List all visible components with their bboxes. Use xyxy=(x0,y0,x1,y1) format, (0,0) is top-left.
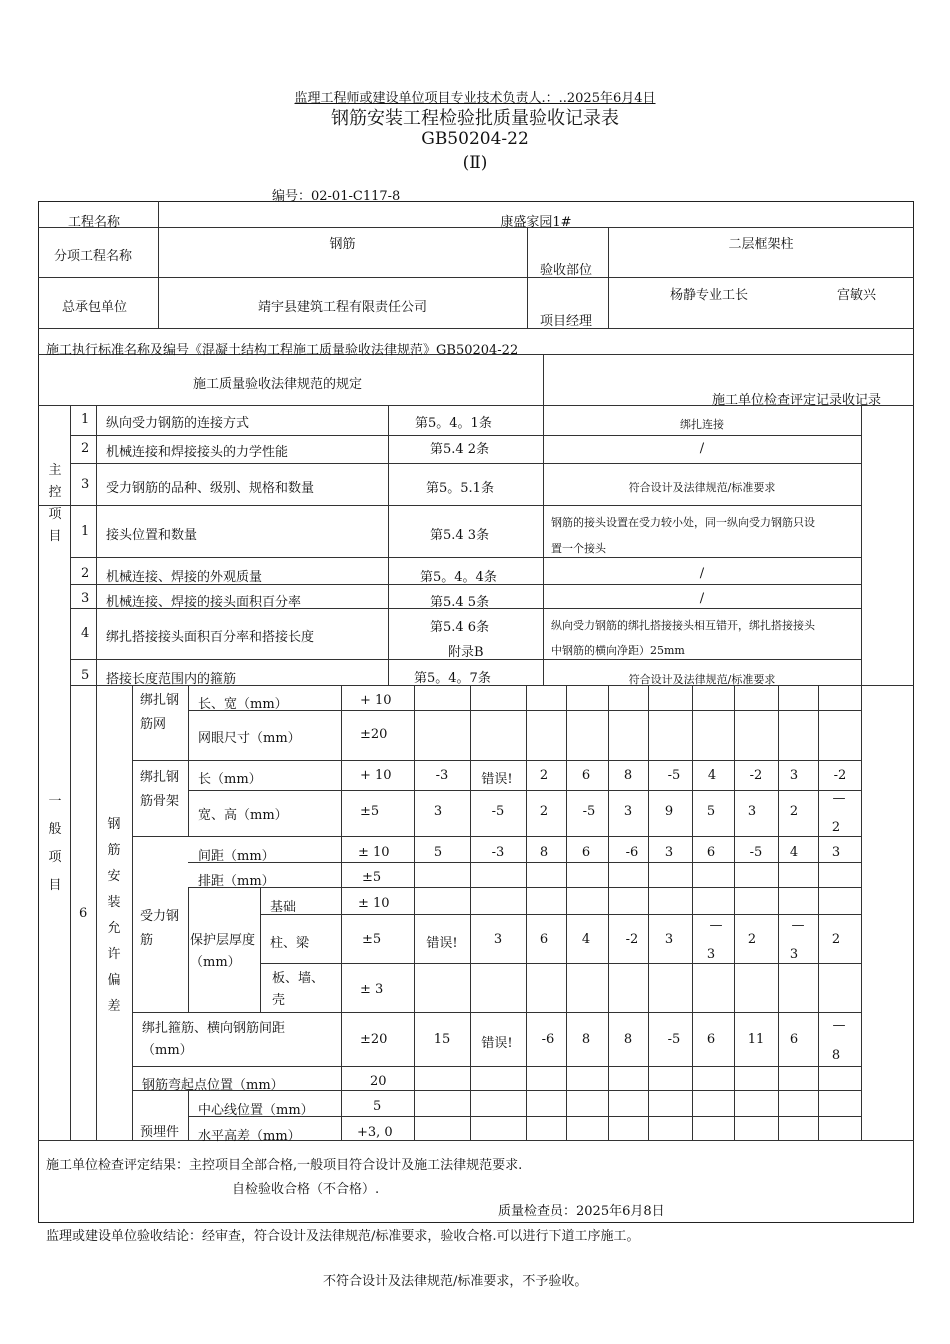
frame-l-val: 2 xyxy=(539,768,549,783)
frame-wh-val: 3 xyxy=(433,804,443,819)
inspector: 质量检查员：2025年6月8日 xyxy=(498,1204,665,1219)
row-mesh-lw: 长、宽（mm） xyxy=(198,697,288,712)
mc1-name: 纵向受力钢筋的连接方式 xyxy=(106,416,250,431)
frame-wh-val: 3 xyxy=(747,804,757,819)
cover-col-val: -2 xyxy=(625,932,639,947)
mc3-name: 受力钢筋的品种、级别、规格和数量 xyxy=(106,481,315,496)
group-embed: 预埋件 xyxy=(140,1125,180,1140)
g2-no: 2 xyxy=(81,566,90,581)
g3-clause: 第5.4 5条 xyxy=(430,595,490,610)
pm-people: 杨静专业工长 xyxy=(670,288,749,303)
sub-project-value: 钢筋 xyxy=(329,237,356,252)
frame-wh-val: 2 xyxy=(789,804,799,819)
cover-col-dash: — xyxy=(709,918,723,933)
stirrup-val: 8 xyxy=(581,1032,591,1047)
tol-embed-level: +3, 0 xyxy=(357,1125,393,1140)
g1-clause: 第5.4 3条 xyxy=(430,528,490,543)
row-mesh-size: 网眼尺寸（mm） xyxy=(198,731,301,746)
cover-col-val: 3 xyxy=(493,932,503,947)
frame-wh-val: 2 xyxy=(539,804,549,819)
frame-l-val: 8 xyxy=(623,768,633,783)
mc3-result: 符合设计及法律规范/标准要求 xyxy=(628,481,776,494)
frame-l-val: -5 xyxy=(667,768,681,783)
frame-wh-val: 9 xyxy=(664,804,674,819)
g4-clause: 第5.4 6条 xyxy=(430,620,490,635)
page-title: 钢筋安装工程检验批质量验收记录表 xyxy=(331,108,619,129)
project-name: 康盛家园1# xyxy=(500,215,572,230)
spacing-val: 4 xyxy=(789,845,799,860)
check-result: 施工单位检查评定结果：主控项目全部合格,一般项目符合设计及施工法律规范要求. xyxy=(46,1158,523,1173)
check-header: 施工单位检查评定记录收记录 xyxy=(712,393,882,408)
mc2-no: 2 xyxy=(81,441,90,456)
g5-name: 搭接长度范围内的箍筋 xyxy=(106,672,237,687)
frame-l-val: 错误! xyxy=(481,772,513,787)
rule-header: 施工质量验收法律规范的规定 xyxy=(193,377,363,392)
dept-label: 验收部位 xyxy=(540,263,593,278)
tol-embed-center: 5 xyxy=(373,1099,382,1114)
tol-cover-slab: ± 3 xyxy=(360,982,384,997)
stirrup-val: -6 xyxy=(541,1032,555,1047)
frame-l-val: -3 xyxy=(435,768,449,783)
frame-l-val: 4 xyxy=(707,768,717,783)
mc2-result: / xyxy=(699,441,705,456)
row-embed-center: 中心线位置（mm） xyxy=(198,1103,314,1118)
mc3-clause: 第5。5.1条 xyxy=(426,481,494,496)
mc3-no: 3 xyxy=(81,477,90,492)
frame-l-val: -2 xyxy=(833,768,847,783)
group-frame: 绑扎钢筋骨架 xyxy=(140,770,180,809)
row-embed-level: 水平高差（mm） xyxy=(198,1129,301,1144)
cover-col-dash: — xyxy=(791,918,805,933)
g3-no: 3 xyxy=(81,591,90,606)
group-mesh: 绑扎钢筋网 xyxy=(140,693,180,732)
spacing-val: 8 xyxy=(539,845,549,860)
cover-col-val: 4 xyxy=(581,932,591,947)
pm-label: 项目经理 xyxy=(540,314,593,329)
frame-l-val: 3 xyxy=(789,768,799,783)
row-cover-base: 基础 xyxy=(270,900,297,915)
tol-bend: 20 xyxy=(370,1074,387,1089)
main-control-label: 主控项目 xyxy=(48,463,62,544)
tol-cover-base: ± 10 xyxy=(358,896,390,911)
stirrup-val: 11 xyxy=(747,1032,765,1047)
g2-clause: 第5。4。4条 xyxy=(420,570,497,585)
g4-clause2: 附录B xyxy=(448,645,484,660)
g1-no: 1 xyxy=(81,524,90,539)
spacing-val: 6 xyxy=(706,845,716,860)
dept-value: 二层框架柱 xyxy=(728,237,794,252)
tol-stirrup: ±20 xyxy=(360,1032,388,1047)
contractor-value: 靖宇县建筑工程有限责任公司 xyxy=(257,300,427,315)
stirrup-val: 15 xyxy=(433,1032,451,1047)
mc1-clause: 第5。4。1条 xyxy=(415,416,492,431)
spacing-val: 6 xyxy=(581,845,591,860)
item6-no: 6 xyxy=(79,906,88,921)
sub-project-label: 分项工程名称 xyxy=(54,249,133,264)
g4-name: 绑扎搭接接头面积百分率和搭接长度 xyxy=(106,630,315,645)
g4-no: 4 xyxy=(81,626,90,641)
doc-number: 编号：02-01-C117-8 xyxy=(272,189,401,204)
tol-row-space: ±5 xyxy=(362,870,382,885)
stirrup-val: -5 xyxy=(667,1032,681,1047)
frame-l-val: 6 xyxy=(581,768,591,783)
stirrup-val: 8 xyxy=(623,1032,633,1047)
g1-name: 接头位置和数量 xyxy=(106,528,198,543)
tol-mesh-size: ±20 xyxy=(360,727,388,742)
cover-col-val: 6 xyxy=(539,932,549,947)
tol-cover-col: ±5 xyxy=(362,932,382,947)
g5-result: 符合设计及法律规范/标准要求 xyxy=(628,673,776,686)
spacing-val: -3 xyxy=(491,845,505,860)
cover-col-d2: 3 xyxy=(789,947,799,962)
spacing-val: 3 xyxy=(664,845,674,860)
row-frame-l: 长（mm） xyxy=(198,772,262,787)
spacing-val: -6 xyxy=(625,845,639,860)
frame-wh-val: -5 xyxy=(491,804,505,819)
tol-spacing: ± 10 xyxy=(358,845,390,860)
g4-result-line1: 纵向受力钢筋的绑扎搭接接头相互错开，绑扎搭接接头 xyxy=(551,619,815,632)
group-main-bar: 受力钢筋 xyxy=(140,909,180,948)
mc2-name: 机械连接和焊接接头的力学性能 xyxy=(106,445,289,460)
frame-wh-last: 2 xyxy=(831,820,841,835)
reject-note: 不符合设计及法律规范/标准要求，不予验收。 xyxy=(323,1274,588,1289)
self-check: 自检验收合格（不合格）. xyxy=(232,1182,380,1197)
project-name-label: 工程名称 xyxy=(68,215,121,230)
row-stirrup: 绑扎箍筋、横向钢筋间距（mm） xyxy=(142,1021,286,1058)
cover-col-val: 错误! xyxy=(426,936,458,951)
cover-col-val: 2 xyxy=(747,932,757,947)
g1-result-line1: 钢筋的接头设置在受力较小处，同一纵向受力钢筋只设 xyxy=(551,516,815,529)
tol-frame-l: + 10 xyxy=(360,768,392,783)
g5-no: 5 xyxy=(81,668,90,683)
stirrup-dash: — xyxy=(832,1018,846,1033)
item6-label: 钢筋安装允许偏差 xyxy=(107,817,121,1014)
row-cover-slab: 板、墙、壳 xyxy=(272,971,325,1008)
g2-name: 机械连接、焊接的外观质量 xyxy=(106,570,263,585)
stirrup-val: 6 xyxy=(789,1032,799,1047)
spacing-val: -5 xyxy=(749,845,763,860)
g4-result-line2: 中钢筋的横向净距）25mm xyxy=(551,644,685,657)
row-spacing: 间距（mm） xyxy=(198,849,275,864)
cover-col-val: 3 xyxy=(664,932,674,947)
general-label: 一般项目 xyxy=(48,794,62,893)
cover-col-val: 2 xyxy=(831,932,841,947)
frame-wh-val: 5 xyxy=(706,804,716,819)
row-frame-wh: 宽、高（mm） xyxy=(198,808,288,823)
standard-code: GB50204-22 xyxy=(421,129,529,149)
stirrup-val: 错误! xyxy=(481,1036,513,1051)
spacing-val: 5 xyxy=(433,845,443,860)
pm-name: 宫敏兴 xyxy=(837,288,877,303)
mc2-clause: 第5.4 2条 xyxy=(430,442,490,457)
supervisor-conclusion: 监理或建设单位验收结论：经审查，符合设计及法律规范/标准要求，验收合格.可以进行下道工序施工。 xyxy=(46,1229,640,1244)
standard-line: 施工执行标准名称及编号《混凝土结构工程施工质量验收法律规范》GB50204-22 xyxy=(46,343,519,358)
g5-clause: 第5。4。7条 xyxy=(414,671,491,686)
signature-line: 监理工程师或建设单位项目专业技术负责人.：..2025年6月4日 xyxy=(294,91,656,106)
g1-result-line2: 置一个接头 xyxy=(551,542,606,555)
group-cover: 保护层厚度（mm） xyxy=(190,933,256,970)
part-label: (Ⅱ) xyxy=(462,153,488,173)
frame-wh-dash: — xyxy=(832,791,846,806)
row-bend: 钢筋弯起点位置（mm） xyxy=(142,1078,284,1093)
g2-result: / xyxy=(699,566,705,581)
tol-frame-wh: ±5 xyxy=(360,804,380,819)
g3-name: 机械连接、焊接的接头面积百分率 xyxy=(106,595,302,610)
stirrup-val: 6 xyxy=(706,1032,716,1047)
mc1-no: 1 xyxy=(81,412,90,427)
mc1-result: 绑扎连接 xyxy=(680,418,724,431)
frame-l-val: -2 xyxy=(749,768,763,783)
contractor-label: 总承包单位 xyxy=(62,300,128,315)
row-row-space: 排距（mm） xyxy=(198,874,275,889)
g3-result: / xyxy=(699,591,705,606)
spacing-val: 3 xyxy=(831,845,841,860)
frame-wh-val: 3 xyxy=(623,804,633,819)
stirrup-last: 8 xyxy=(831,1048,841,1063)
frame-wh-val: -5 xyxy=(582,804,596,819)
cover-col-d1: 3 xyxy=(706,947,716,962)
tol-mesh-lw: + 10 xyxy=(360,693,392,708)
row-cover-col: 柱、梁 xyxy=(270,936,310,951)
